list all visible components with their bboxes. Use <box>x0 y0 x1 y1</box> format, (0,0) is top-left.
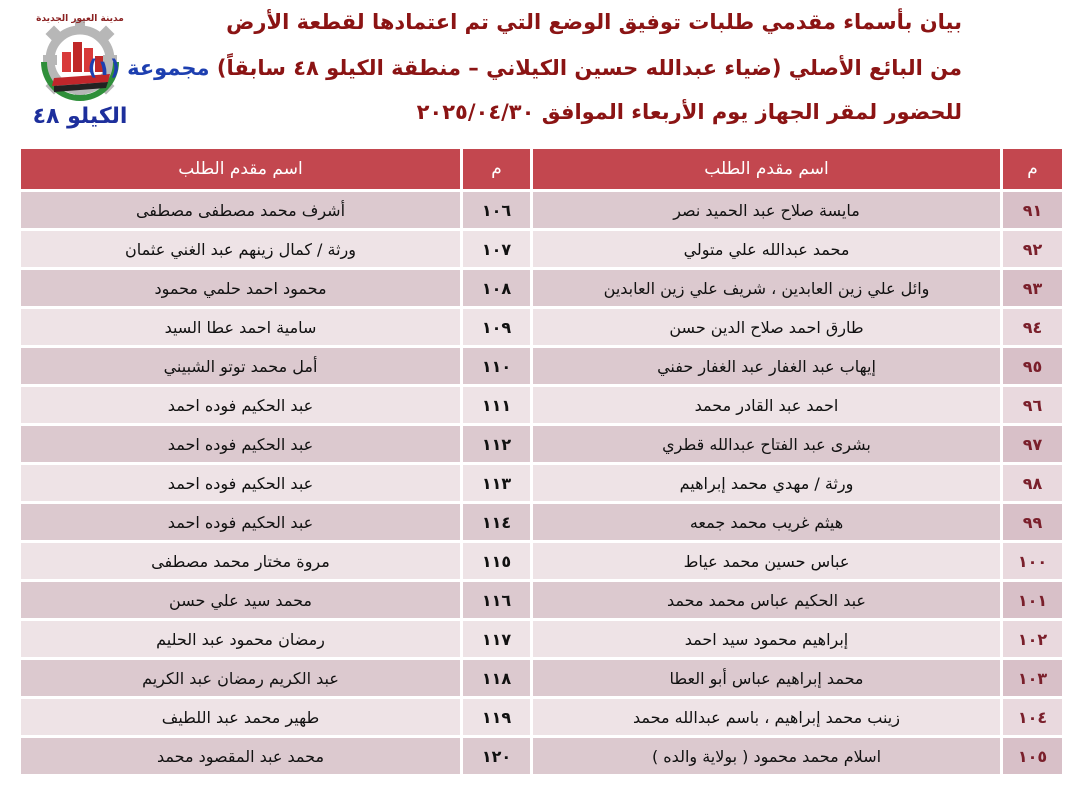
header-line-3: للحضور لمقر الجهاز يوم الأربعاء الموافق ٢٠٢٥/٠٤/٣٠ <box>416 100 962 124</box>
applicant-name: عبد الحكيم فوده احمد <box>20 503 462 542</box>
row-number: ١٠٤ <box>1002 698 1064 737</box>
row-number: ١٠٨ <box>462 269 532 308</box>
applicant-name: زينب محمد إبراهيم ، باسم عبدالله محمد <box>532 698 1002 737</box>
row-number: ١٠٩ <box>462 308 532 347</box>
table-row <box>20 464 1064 503</box>
table-row <box>20 269 1064 308</box>
applicant-name: عبد الحكيم عباس محمد محمد <box>532 581 1002 620</box>
row-number: ١٠٣ <box>1002 659 1064 698</box>
row-number: ١٠٥ <box>1002 737 1064 776</box>
row-number: ١١٥ <box>462 542 532 581</box>
header-line-2 <box>87 56 962 80</box>
row-number: ١٠٦ <box>462 191 532 230</box>
applicant-name: عبد الحكيم فوده احمد <box>20 425 462 464</box>
header-line-1: بيان بأسماء مقدمي طلبات توفيق الوضع التي تم اعتمادها لقطعة الأرض <box>226 10 962 34</box>
row-number: ١١٨ <box>462 659 532 698</box>
table-row <box>20 698 1064 737</box>
row-number: ١١١ <box>462 386 532 425</box>
logo-top-text: مدينة العبور الجديدة <box>36 14 124 24</box>
column-header-name: اسم مقدم الطلب <box>532 148 1002 191</box>
row-number: ٩٨ <box>1002 464 1064 503</box>
applicant-name: مايسة صلاح عبد الحميد نصر <box>532 191 1002 230</box>
applicant-name: محمد عبد المقصود محمد <box>20 737 462 776</box>
applicant-name: بشرى عبد الفتاح عبدالله قطري <box>532 425 1002 464</box>
row-number: ١١٩ <box>462 698 532 737</box>
applicant-name: محمد سيد علي حسن <box>20 581 462 620</box>
table-body <box>20 191 1064 776</box>
table-row <box>20 581 1064 620</box>
applicant-name: ورثة / مهدي محمد إبراهيم <box>532 464 1002 503</box>
applicant-name: احمد عبد القادر محمد <box>532 386 1002 425</box>
row-number: ١١٠ <box>462 347 532 386</box>
table-row <box>20 425 1064 464</box>
table-row <box>20 503 1064 542</box>
table-row <box>20 230 1064 269</box>
applicant-name: عبد الحكيم فوده احمد <box>20 464 462 503</box>
column-header-number: م <box>1002 148 1064 191</box>
applicant-name: وائل علي زين العابدين ، شريف علي زين العابدين <box>532 269 1002 308</box>
row-number: ١٢٠ <box>462 737 532 776</box>
group-number: مجموعة (١) <box>87 56 210 80</box>
row-number: ١٠٠ <box>1002 542 1064 581</box>
table-head <box>20 148 1064 191</box>
table-row <box>20 386 1064 425</box>
applicants-table <box>18 146 1065 777</box>
column-header-name: اسم مقدم الطلب <box>20 148 462 191</box>
applicant-name: رمضان محمود عبد الحليم <box>20 620 462 659</box>
table-row <box>20 347 1064 386</box>
row-number: ٩٧ <box>1002 425 1064 464</box>
applicant-name: عبد الكريم رمضان عبد الكريم <box>20 659 462 698</box>
row-number: ١١٦ <box>462 581 532 620</box>
applicant-name: طهير محمد عبد اللطيف <box>20 698 462 737</box>
header-row <box>20 148 1064 191</box>
applicant-name: مروة مختار محمد مصطفى <box>20 542 462 581</box>
row-number: ١٠١ <box>1002 581 1064 620</box>
logo-caption: الكيلو ٤٨ <box>32 104 128 129</box>
row-number: ٩٢ <box>1002 230 1064 269</box>
table-row <box>20 620 1064 659</box>
applicant-name: طارق احمد صلاح الدين حسن <box>532 308 1002 347</box>
column-header-number: م <box>462 148 532 191</box>
applicant-name: هيثم غريب محمد جمعه <box>532 503 1002 542</box>
document-header <box>0 0 1080 140</box>
row-number: ١٠٧ <box>462 230 532 269</box>
table-row <box>20 659 1064 698</box>
table-row <box>20 542 1064 581</box>
row-number: ١١٤ <box>462 503 532 542</box>
row-number: ٩٣ <box>1002 269 1064 308</box>
row-number: ٩٩ <box>1002 503 1064 542</box>
applicant-name: عبد الحكيم فوده احمد <box>20 386 462 425</box>
applicant-name: أمل محمد توتو الشبيني <box>20 347 462 386</box>
row-number: ١١٧ <box>462 620 532 659</box>
row-number: ١٠٢ <box>1002 620 1064 659</box>
applicant-name: سامية احمد عطا السيد <box>20 308 462 347</box>
applicant-name: محمد إبراهيم عباس أبو العطا <box>532 659 1002 698</box>
row-number: ١١٣ <box>462 464 532 503</box>
applicant-name: إيهاب عبد الغفار عبد الغفار حفني <box>532 347 1002 386</box>
applicant-name: أشرف محمد مصطفى مصطفى <box>20 191 462 230</box>
applicant-name: محمود احمد حلمي محمود <box>20 269 462 308</box>
row-number: ٩١ <box>1002 191 1064 230</box>
row-number: ٩٤ <box>1002 308 1064 347</box>
applicant-name: إبراهيم محمود سيد احمد <box>532 620 1002 659</box>
applicant-name: ورثة / كمال زينهم عبد الغني عثمان <box>20 230 462 269</box>
row-number: ١١٢ <box>462 425 532 464</box>
table-row <box>20 308 1064 347</box>
row-number: ٩٥ <box>1002 347 1064 386</box>
table-row <box>20 191 1064 230</box>
header-line-2-main: من البائع الأصلي (ضياء عبدالله حسين الكيلاني – منطقة الكيلو ٤٨ سابقاً) <box>216 56 962 80</box>
applicant-name: اسلام محمد محمود ( بولاية والده ) <box>532 737 1002 776</box>
applicant-name: عباس حسين محمد عياط <box>532 542 1002 581</box>
applicant-name: محمد عبدالله علي متولي <box>532 230 1002 269</box>
table-row <box>20 737 1064 776</box>
row-number: ٩٦ <box>1002 386 1064 425</box>
